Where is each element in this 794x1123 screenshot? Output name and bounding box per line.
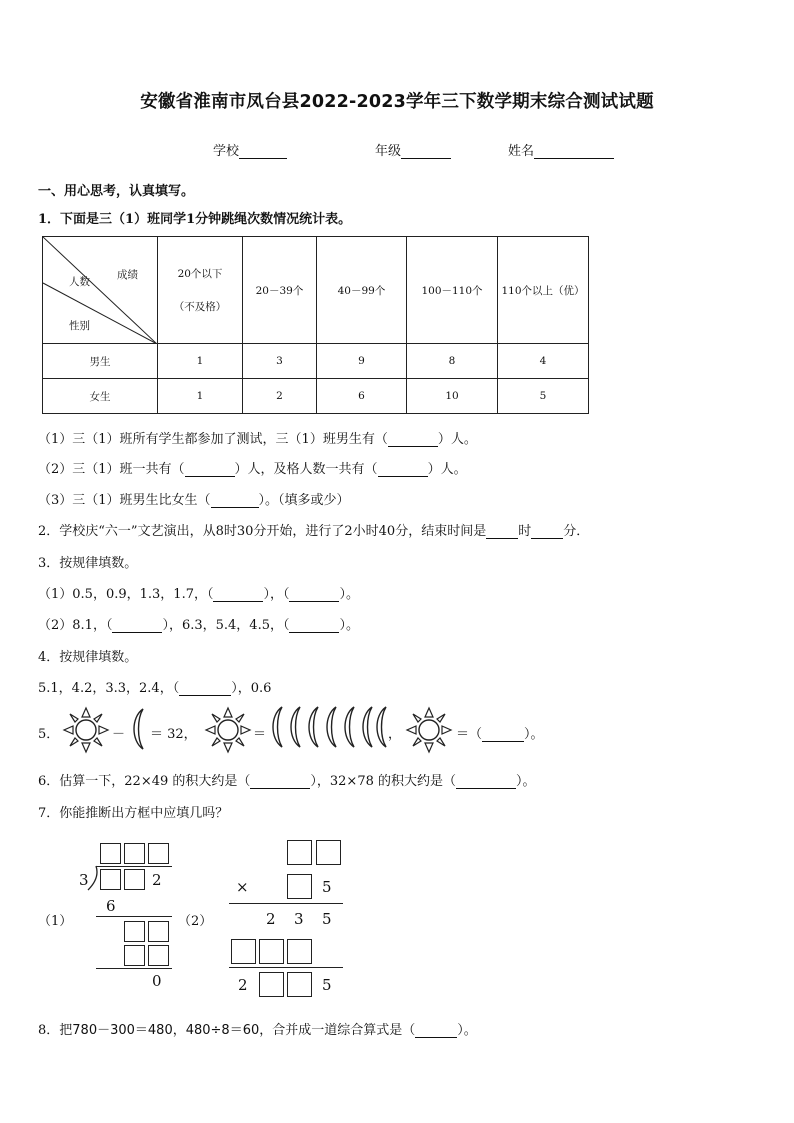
digit-box[interactable]: [148, 945, 169, 966]
q1-sub3-text: （3）三（1）班男生比女生（: [38, 493, 211, 508]
col1-line1: 20个以下: [177, 268, 223, 280]
q8-end: ）。: [457, 1023, 477, 1038]
q5-end: ）。: [524, 727, 544, 742]
partial-digit: 2: [266, 910, 276, 928]
q1-sub2: [38, 458, 467, 477]
name-blank[interactable]: [534, 145, 614, 159]
digit-box[interactable]: [259, 972, 284, 997]
jump-rope-table: [42, 236, 589, 414]
table-corner-cell: [43, 237, 158, 344]
answer-blank[interactable]: [531, 525, 563, 539]
table-cell: 3: [243, 344, 317, 379]
grade-field[interactable]: [375, 140, 451, 159]
answer-blank[interactable]: [213, 588, 263, 602]
q5-eq3: ＝（: [456, 727, 483, 742]
table-cell: 6: [317, 379, 407, 414]
corner-grade-label: 成绩: [117, 269, 138, 281]
remainder-digit: 0: [152, 972, 162, 990]
answer-blank[interactable]: [289, 588, 339, 602]
q5-comma: ，: [388, 727, 402, 742]
digit-box[interactable]: [100, 843, 121, 864]
table-cell: 2: [243, 379, 317, 414]
q7-stem: 7．你能推断出方框中应填几吗？: [38, 806, 229, 821]
digit-box[interactable]: [124, 945, 145, 966]
table-cell: 5: [498, 379, 589, 414]
q8-mid: ，合并成一道综合算式是（: [259, 1023, 416, 1038]
answer-blank[interactable]: [211, 494, 259, 508]
name-label: 姓名: [508, 144, 535, 159]
digit-box[interactable]: [100, 869, 121, 890]
grade-blank[interactable]: [401, 145, 451, 159]
q3-sub2-mid: ），6.3，5.4，4.5，（: [162, 618, 290, 633]
answer-blank[interactable]: [486, 525, 518, 539]
q5-minus: －: [112, 727, 126, 742]
divisor: 3: [79, 871, 89, 889]
table-cell: 9: [317, 344, 407, 379]
moon-icon: [340, 705, 360, 755]
sun-icon: [404, 705, 454, 755]
q2-hour: 时: [518, 524, 532, 539]
moon-icon: [286, 705, 306, 755]
product-digit: 5: [322, 976, 332, 994]
corner-gender-label: 性别: [69, 320, 90, 332]
name-field[interactable]: [508, 140, 614, 159]
q1-sub3-end: ）。（填多或少）: [258, 493, 350, 508]
partial-digit: 5: [322, 910, 332, 928]
answer-blank[interactable]: [289, 619, 339, 633]
q8-text: 8．把: [38, 1023, 73, 1038]
digit-box[interactable]: [287, 939, 312, 964]
multiplication-line: [229, 967, 343, 968]
division-bar: [96, 866, 172, 867]
table-header-cell: 100－110个: [407, 237, 498, 344]
grade-label: 年级: [375, 144, 402, 159]
col1-line2: （不及格）: [173, 301, 227, 313]
corner-diagonals: [43, 237, 157, 344]
table-header-cell: [158, 237, 243, 344]
digit-box[interactable]: [287, 874, 312, 899]
digit-box[interactable]: [124, 869, 145, 890]
division-digit: 6: [106, 897, 116, 915]
row-label: 女生: [43, 379, 158, 414]
division-line: [96, 968, 172, 969]
q4-stem: 4．按规律填数。: [38, 650, 138, 665]
table-cell: 8: [407, 344, 498, 379]
q7-part2-label: （2）: [178, 914, 213, 929]
q3-sub2: [38, 614, 359, 633]
section-heading: 一、用心思考，认真填写。: [38, 184, 195, 199]
answer-blank[interactable]: [250, 775, 310, 789]
table-cell: 4: [498, 344, 589, 379]
answer-blank[interactable]: [378, 463, 428, 477]
q1-sub3: [38, 489, 350, 508]
multiplier-digit: 5: [322, 878, 332, 896]
answer-blank[interactable]: [482, 728, 524, 742]
row-label: 男生: [43, 344, 158, 379]
q1-sub1: [38, 428, 477, 447]
digit-box[interactable]: [124, 843, 145, 864]
table-header-cell: 40－99个: [317, 237, 407, 344]
q7-part1-label: （1）: [38, 914, 73, 929]
q1-sub2-text: （2）三（1）班一共有（: [38, 462, 185, 477]
q6: [38, 770, 536, 789]
q4-seq-text: 5.1，4.2，3.3，2.4，（: [38, 681, 180, 696]
q5-answer: [456, 723, 544, 742]
answer-blank[interactable]: [185, 463, 235, 477]
digit-box[interactable]: [231, 939, 256, 964]
q2: [38, 520, 589, 539]
school-blank[interactable]: [239, 145, 287, 159]
digit-box[interactable]: [316, 840, 341, 865]
digit-box[interactable]: [148, 921, 169, 942]
times-sign: ×: [236, 878, 249, 896]
digit-box[interactable]: [259, 939, 284, 964]
answer-blank[interactable]: [179, 682, 231, 696]
sun-icon: [61, 705, 111, 755]
multiplication-line: [229, 903, 343, 904]
school-field[interactable]: [213, 140, 287, 159]
sun-icon: [203, 705, 253, 755]
digit-box[interactable]: [287, 840, 312, 865]
q6-end: ）。: [516, 774, 536, 789]
table-header-cell: 20－39个: [243, 237, 317, 344]
q1-stem: 1．下面是三（1）班同学1分钟跳绳次数情况统计表。: [38, 212, 352, 227]
moon-icon: [268, 705, 288, 755]
product-digit: 2: [238, 976, 248, 994]
q1-sub2-mid: ）人，及格人数一共有（: [234, 462, 378, 477]
table-cell: 1: [158, 344, 243, 379]
q2-minute: 分．: [563, 524, 590, 539]
q5-eq1: ＝ 32，: [150, 727, 197, 742]
q4-sequence: [38, 677, 271, 696]
digit-box[interactable]: [148, 843, 169, 864]
digit-box[interactable]: [124, 921, 145, 942]
q2-text: 2．学校庆“六一”文艺演出，从8时30分开始，进行了2小时40分，结束时间是: [38, 524, 487, 539]
answer-blank[interactable]: [415, 1024, 457, 1038]
q3-sub2-text: （2）8.1，（: [38, 618, 113, 633]
partial-digit: 3: [294, 910, 304, 928]
table-cell: 1: [158, 379, 243, 414]
q1-sub1-text: （1）三（1）班所有学生都参加了测试，三（1）班男生有（: [38, 432, 388, 447]
q8: [38, 1019, 477, 1038]
q3-sub2-end: ）。: [339, 618, 359, 633]
answer-blank[interactable]: [456, 775, 516, 789]
q3-sub1-text: （1）0.5，0.9，1.3，1.7，（: [38, 587, 214, 602]
answer-blank[interactable]: [388, 433, 438, 447]
q3-stem: 3．按规律填数。: [38, 556, 138, 571]
moon-icon: [322, 705, 342, 755]
q8-expression: 780－300＝480，480÷8＝60: [72, 1023, 260, 1038]
table-header-cell: 110个以上（优）: [498, 237, 589, 344]
q5-eq2: ＝: [253, 727, 267, 742]
table-cell: 10: [407, 379, 498, 414]
q3-sub1: [38, 583, 359, 602]
q1-sub1-end: ）人。: [437, 432, 477, 447]
dividend-digit: 2: [152, 871, 162, 889]
q1-sub2-end: ）人。: [427, 462, 467, 477]
division-line: [96, 916, 172, 917]
answer-blank[interactable]: [112, 619, 162, 633]
moon-icon: [129, 707, 149, 753]
table-row: [43, 379, 589, 414]
q6-text: 6．估算一下，22×49 的积大约是（: [38, 774, 251, 789]
table-row: [43, 344, 589, 379]
q3-sub1-mid: ），（: [263, 587, 290, 602]
school-label: 学校: [213, 144, 240, 159]
digit-box[interactable]: [287, 972, 312, 997]
page-title: 安徽省淮南市凤台县2022-2023学年三下数学期末综合测试试题: [140, 92, 654, 112]
q5-number: 5．: [38, 727, 60, 742]
q3-sub1-end: ）。: [339, 587, 359, 602]
moon-icon: [304, 705, 324, 755]
corner-count-label: 人数: [69, 276, 90, 288]
q4-seq-end: ），0.6: [231, 681, 272, 696]
q6-mid: ），32×78 的积大约是（: [310, 774, 456, 789]
